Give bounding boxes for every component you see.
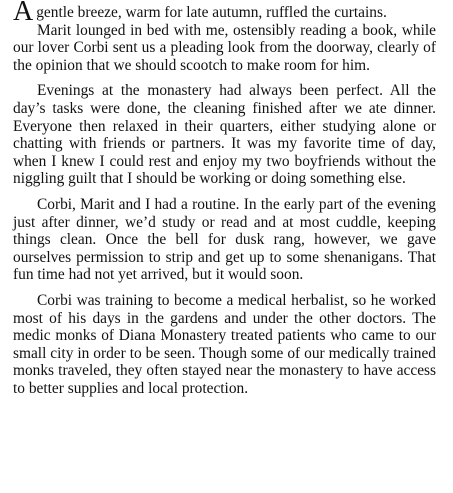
drop-cap: A (13, 0, 34, 27)
paragraph-4: Corbi was training to become a medical herbalist, so he worked most of his days in the gardens and under the other doctors. The medic monks of Diana Monastery treated patients who came to our small city in order to be seen. Though some of our medically trained monks traveled, they often stayed near the monastery to have access to better supplies and local protection. (13, 291, 436, 397)
paragraph-1-rest: Marit lounged in bed with me, ostensibly reading a book, while our lover Corbi sent us a pleading look from the doorway, clearly of the opinion that we should scootch to make room for him. (13, 21, 436, 74)
paragraph-2: Evenings at the monastery had always been perfect. All the day’s tasks were done, the cleaning finished after we ate dinner. Everyone then relaxed in their quarters, either studying alone or chatting with friends or partners. It was my favorite time of day, when I knew I could rest and enjoy my two boyfriends without the niggling guilt that I should be working or doing something else. (13, 82, 436, 188)
paragraph-1-first-line: gentle breeze, warm for late autumn, ruffled the curtains. (36, 4, 387, 21)
paragraph-3: Corbi, Marit and I had a routine. In the early part of the evening just after dinner, we’d study or read and at most cuddle, keeping things clean. Once the bell for dusk rang, however, we gave ourselves permission to strip and get up to some shenanigans. That fun time had not yet arrived, but it would soon. (13, 195, 436, 284)
paragraph-1 (13, 0, 436, 74)
